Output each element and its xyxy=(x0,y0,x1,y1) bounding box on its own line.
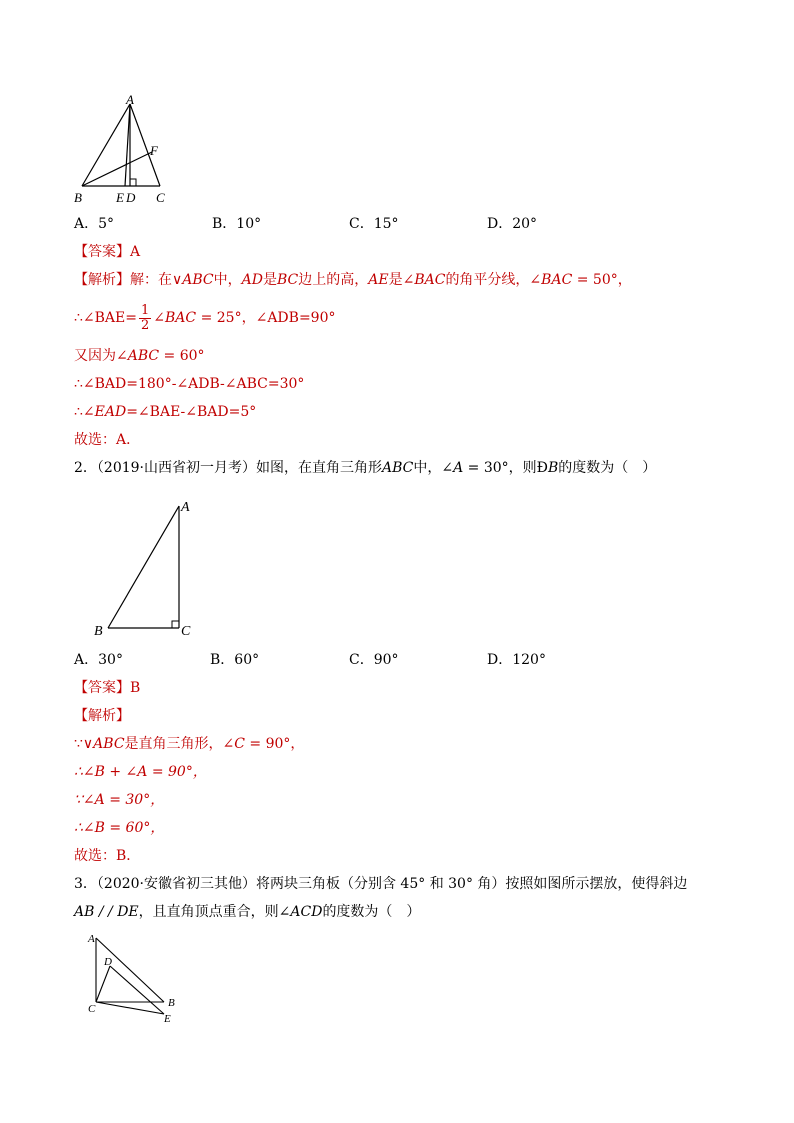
q2-side-ab xyxy=(108,506,179,628)
q3-set-squares-figure xyxy=(84,930,194,1030)
q2-label-a: A xyxy=(181,500,190,515)
q1-analysis-line-6: 故选：A． xyxy=(74,432,141,448)
q2-analysis-line-5: 故选：B． xyxy=(74,848,141,864)
q3-label-d: D xyxy=(104,956,112,968)
q1-analysis-line-5: ∴∠EAD=∠BAE-∠BAD=5° xyxy=(74,404,257,420)
q1-analysis-line-1: 【解析】解：在∨ABC中，AD是BC边上的高，AE是∠BAC的角平分线，∠BAC = 50°， xyxy=(74,272,632,288)
q2-analysis-line-2: ∴∠B + ∠A = 90°， xyxy=(74,764,207,780)
q1-analysis-line-2: ∴∠BAE= $\frac{1}{2}$ ∠BAC = 25°，∠ADB=90° xyxy=(74,302,336,333)
q1-analysis-line-4: ∴∠BAD=180°-∠ADB-∠ABC=30° xyxy=(74,376,305,392)
q1-option-b[interactable]: B．10° xyxy=(212,216,262,232)
q3-label-b: B xyxy=(168,997,175,1009)
q1-option-c[interactable]: C．15° xyxy=(349,216,399,232)
q1-label-f: F xyxy=(150,143,158,158)
q3-side-de xyxy=(110,966,164,1014)
q3-label-c: C xyxy=(88,1003,96,1015)
q2-option-c[interactable]: C．90° xyxy=(349,652,399,668)
q3-label-e: E xyxy=(164,1013,171,1025)
q2-stem: 2．（2019·山西省初一月考）如图，在直角三角形ABC中，∠A = 30°，则ÐB的度数为（ ） xyxy=(74,460,657,476)
q2-right-angle-mark xyxy=(172,621,179,628)
q2-right-triangle-figure xyxy=(92,496,202,642)
q1-label-d: D xyxy=(126,190,136,205)
q1-option-a[interactable]: A．5° xyxy=(74,216,115,232)
q1-label-b: B xyxy=(74,190,82,205)
q2-answer: 【答案】B xyxy=(74,680,141,696)
q1-option-d[interactable]: D．20° xyxy=(487,216,538,232)
q2-label-c: C xyxy=(181,624,191,639)
q2-analysis-line-3: ∵∠A = 30°， xyxy=(74,792,165,808)
q3-stem-line-2: AB / / DE，且直角顶点重合，则∠ACD的度数为（ ） xyxy=(74,904,421,920)
q1-fraction-half: $\frac{1}{2}$ xyxy=(141,302,150,333)
q2-option-a[interactable]: A．30° xyxy=(74,652,123,668)
q3-label-a: A xyxy=(88,933,95,945)
q1-triangle-figure xyxy=(70,92,180,206)
q1-answer: 【答案】A xyxy=(74,244,141,260)
q2-option-d[interactable]: D．120° xyxy=(487,652,546,668)
q1-analysis-line-3: 又因为∠ABC = 60° xyxy=(74,348,205,364)
q1-label-a: A xyxy=(126,92,134,107)
q3-stem-line-1: 3．（2020·安徽省初三其他）将两块三角板（分别含 45° 和 30° 角）按照如图所示摆放，使得斜边 xyxy=(74,876,688,892)
q2-option-b[interactable]: B．60° xyxy=(210,652,260,668)
q1-right-angle-mark xyxy=(130,179,136,186)
q2-analysis-line-4: ∴∠B = 60°， xyxy=(74,820,165,836)
q2-analysis-label: 【解析】 xyxy=(74,708,130,724)
q3-side-ce xyxy=(96,1002,164,1014)
q2-label-b: B xyxy=(94,624,103,639)
q1-segment-ae xyxy=(125,104,130,186)
q1-label-c: C xyxy=(156,190,165,205)
q3-side-cd xyxy=(96,966,110,1002)
q1-label-e: E xyxy=(116,190,124,205)
q2-analysis-line-1: ∵∨ABC是直角三角形，∠C = 90°， xyxy=(74,736,305,752)
q3-side-ab xyxy=(96,938,164,1002)
